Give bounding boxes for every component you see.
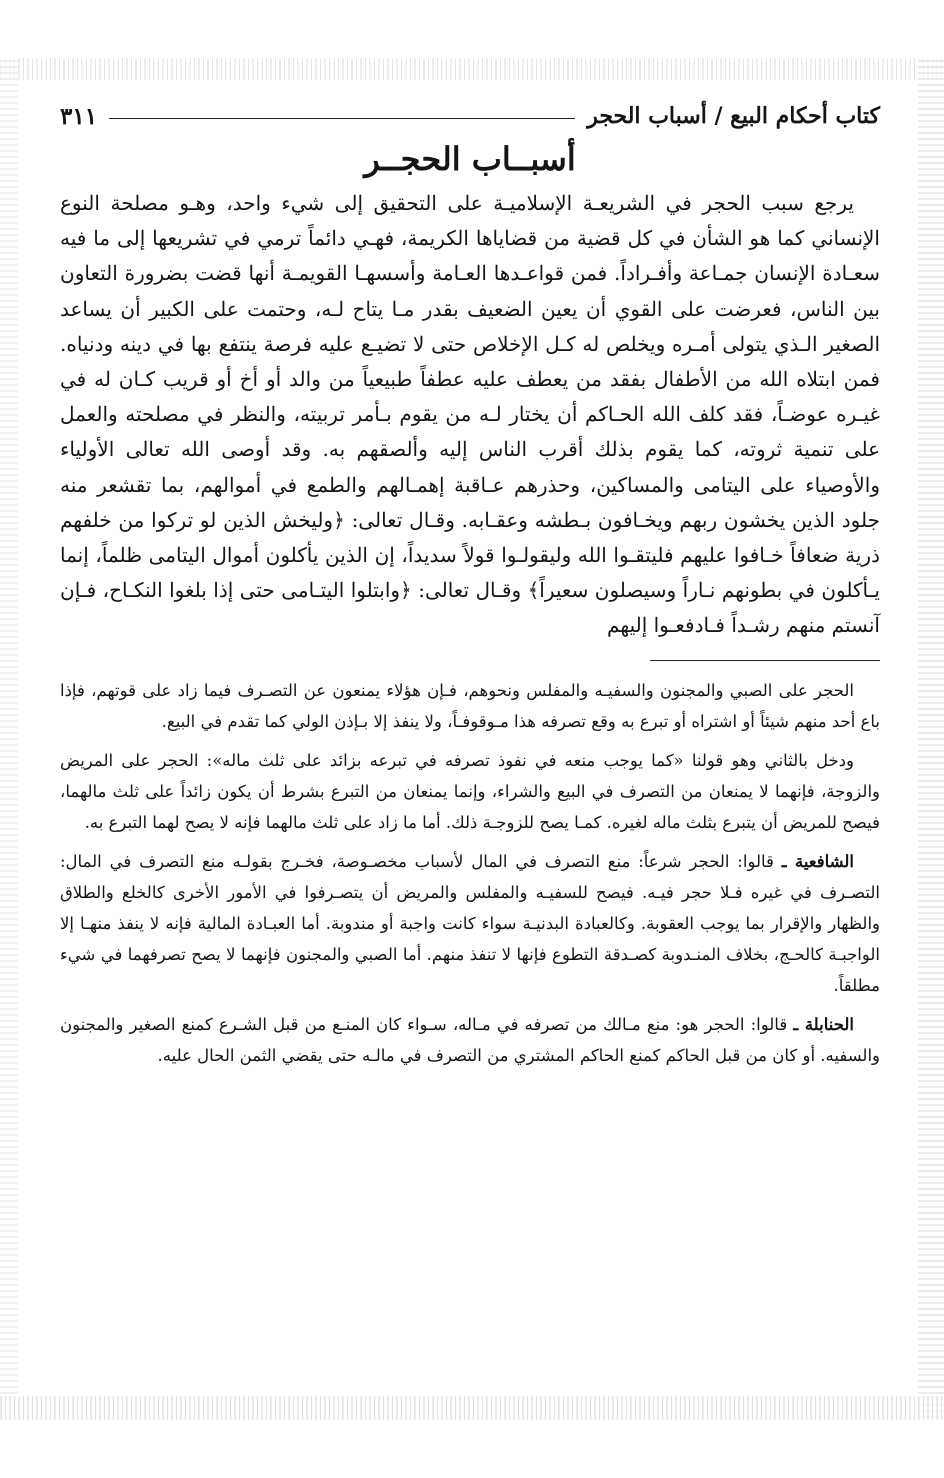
scan-border-bottom xyxy=(0,1396,944,1420)
page-number: ٣١١ xyxy=(60,102,98,130)
footnotes xyxy=(60,675,880,1071)
footnote-paragraph xyxy=(60,675,880,737)
footnote-lead-hanbali: الحنابلة ـ xyxy=(793,1014,855,1034)
footnote-text: قالوا: الحجر هو: منع مـالك من تصرفه في مـاله، سـواء كان المنـع من قبل الشـرع كمنع الصغير والمجنون والسفيه. أو كان من قبل الحاكم كمنع الحاكم المشتري من التصرف في مالـه حتى يقضي الثمن الحال عليه. xyxy=(60,1014,880,1065)
footnote-lead-shafii: الشافعية ـ xyxy=(781,851,854,871)
footnote-separator xyxy=(650,660,880,661)
footnote-text: قالوا: الحجر شرعاً: منع التصرف في المال لأسباب مخصـوصة، فخـرج بقولـه منع التصرف في المال: التصـرف في غيره فـلا حجر فيـه. فيصح للسفيـه والمفلس والمريض أن يتصـرفوا في الأمور الأخرى كالخلع والطلاق والظهار والإقرار بما يوجب العقوبة. وكالعبادة البدنيـة سواء كانت واجبة أو مندوبة. أما العبـادة المالية فإنه لا ينفذ منهـا إلا الواجبـة كالحـج، بخلاف المنـدوبة كصـدقة التطوع فإنها لا تنفذ منهم. أما الصبي والمجنون فإنهما لا يصح تصرفهما في شيء مطلقاً. xyxy=(60,851,880,995)
running-head-rule xyxy=(109,118,575,119)
scan-border-right xyxy=(918,58,944,1418)
footnote-paragraph-shafii xyxy=(60,846,880,1001)
main-paragraph: يرجع سبب الحجر في الشريعـة الإسلاميـة على التحقيق إلى شيء واحد، وهـو مصلحة النوع الإنساني كما هو الشأن في كل قضية من قضاياها الكريمة، فهـي دائماً ترمي في تشريعها إلى ما فيه سعـادة الإنسان جمـاعة وأفـراداً. فمن قواعـدها العـامة وأسسهـا القويمـة أنها قضت بضرورة التعاون بين الناس، فعرضت على القوي أن يعين الضعيف بقدر مـا يتاح لـه، وحتمت على الكبير أن يساعد الصغير الـذي يتولى أمـره ويخلص له كـل الإخلاص حتى لا تضيـع عليه فرصة ينتفع بها في دينه ودنياه. فمن ابتلاه الله من الأطفال بفقد من يعطف عليه عطفاً طبيعياً من والد أو أخ أو قريب كـان له في غيـره عوضـاً، فقد كلف الله الحـاكم أن يختار لـه من يقوم بـأمر تربيته، والنظر في مصلحته والعمل على تنمية ثروته، كما يقوم بذلك أقرب الناس إليه وألصقهم به. وقد أوصى الله تعالى الأولياء والأوصياء على اليتامى والمساكين، وحذرهم عـاقبة إهمـالهم والطمع في أموالهم، بما تقشعر منه جلود الذين يخشون ربهم ويخـافون بـطشه وعقـابه. وقـال تعالى: ﴿وليخش الذين لو تركوا من خلفهم ذرية ضعافاً خـافوا عليهم فليتقـوا الله وليقولـوا قولاً سديداً، إن الذين يأكلون أموال اليتامى ظلماً، إنما يـأكلون في بطونهم نـاراً وسيصلون سعيراً﴾ وقـال تعالى: ﴿وابتلوا اليتـامى حتى إذا بلغوا النكـاح، فـإن آنستم منهم رشـداً فـادفعـوا إليهم xyxy=(60,191,880,638)
footnote-paragraph-hanbali xyxy=(60,1009,880,1071)
footnote-text: ودخل بالثاني وهو قولنا «كما يوجب منعه في نفوذ تصرفه في تبرعه بزائد على ثلث ماله»: الحجر على المريض والزوجة، فإنهما لا يمنعان من التصرف في البيع والشراء، وإنما يمنعان من التبرع بشرط أن يكون زائداً على ثلث مالهما، فيصح للمريض أن يتبرع بثلث ماله لغيره. كمـا يصح للزوجـة ذلك. أما ما زاد على ثلث مالهما فإنه لا يصح لهما التبرع به. xyxy=(60,750,880,832)
scan-border-left xyxy=(0,58,18,1418)
main-text xyxy=(60,186,880,644)
section-title: أسبــاب الحجــر xyxy=(364,140,576,178)
footnote-text: الحجر على الصبي والمجنون والسفيـه والمفلس ونحوهم، فـإن هؤلاء يمنعون عن التصـرف فيما زاد على قوتهم، فإذا باع أحد منهم شيئاً أو اشتراه أو تبرع به وقع تصرفه هذا مـوقوفـاً، ولا ينفذ إلا بـإذن الولي كما تقدم في البيع. xyxy=(60,680,880,731)
footnote-paragraph xyxy=(60,745,880,838)
book-page xyxy=(60,96,880,1079)
running-head-title: كتاب أحكام البيع / أسباب الحجر xyxy=(587,103,880,129)
scan-border-top xyxy=(0,58,944,80)
running-head xyxy=(60,96,880,136)
